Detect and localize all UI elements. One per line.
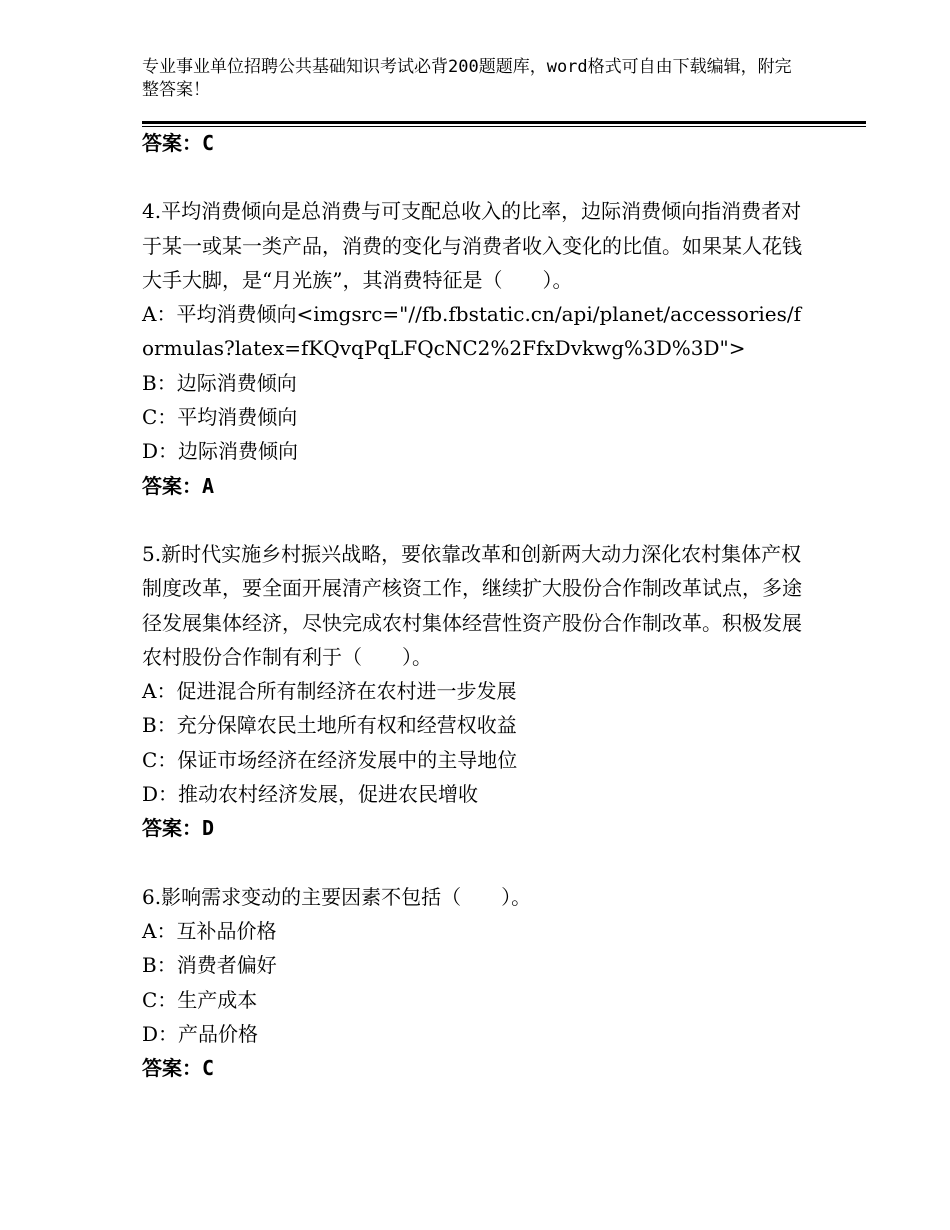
option-a: A：互补品价格	[142, 918, 277, 943]
option-d: D：推动农村经济发展，促进农民增收	[142, 782, 479, 807]
question-stem: 6.影响需求变动的主要因素不包括（ ）。	[142, 884, 532, 909]
question-stem: 5.新时代实施乡村振兴战略，要依靠改革和创新两大动力深化农村集体产权制度改革，要全面开展清产核资工作，继续扩大股份合作制改革试点，多途径发展集体经济，尽快完成农村集体经营性资产股份合作制改革。积极发展农村股份合作制有利于（ ）。	[142, 541, 802, 669]
option-c: C：平均消费倾向	[142, 405, 298, 430]
answer-label: 答案：C	[142, 1056, 215, 1081]
previous-answer: 答案：C	[142, 131, 215, 155]
option-b: B：充分保障农民土地所有权和经营权收益	[142, 713, 517, 738]
question-6	[142, 880, 802, 1086]
question-stem: 4.平均消费倾向是总消费与可支配总收入的比率，边际消费倾向指消费者对于某一或某一类产品，消费的变化与消费者收入变化的比值。如果某人花钱大手大脚，是“月光族”，其消费特征是（ ）。	[142, 199, 802, 292]
header-rule-thick	[142, 121, 866, 124]
option-a: A：促进混合所有制经济在农村进一步发展	[142, 679, 517, 704]
option-d: D：产品价格	[142, 1021, 259, 1046]
option-c: C：生产成本	[142, 987, 258, 1012]
answer-label: 答案：A	[142, 473, 215, 498]
option-b: B：消费者偏好	[142, 953, 277, 978]
document-header: 专业事业单位招聘公共基础知识考试必背200题题库，word格式可自由下载编辑，附完整答案！	[142, 57, 792, 100]
answer-label: 答案：D	[142, 816, 215, 841]
option-d: D：边际消费倾向	[142, 439, 299, 464]
document-body	[142, 126, 802, 1085]
option-b: B：边际消费倾向	[142, 370, 297, 395]
option-c: C：保证市场经济在经济发展中的主导地位	[142, 747, 518, 772]
option-a: A：平均消费倾向<imgsrc="//fb.fbstatic.cn/api/planet/accessories/formulas?latex=fKQvqPqLFQcNC2%2FfxDvkwg%3D%3D">	[142, 302, 802, 361]
question-5	[142, 537, 802, 846]
question-4	[142, 194, 802, 503]
